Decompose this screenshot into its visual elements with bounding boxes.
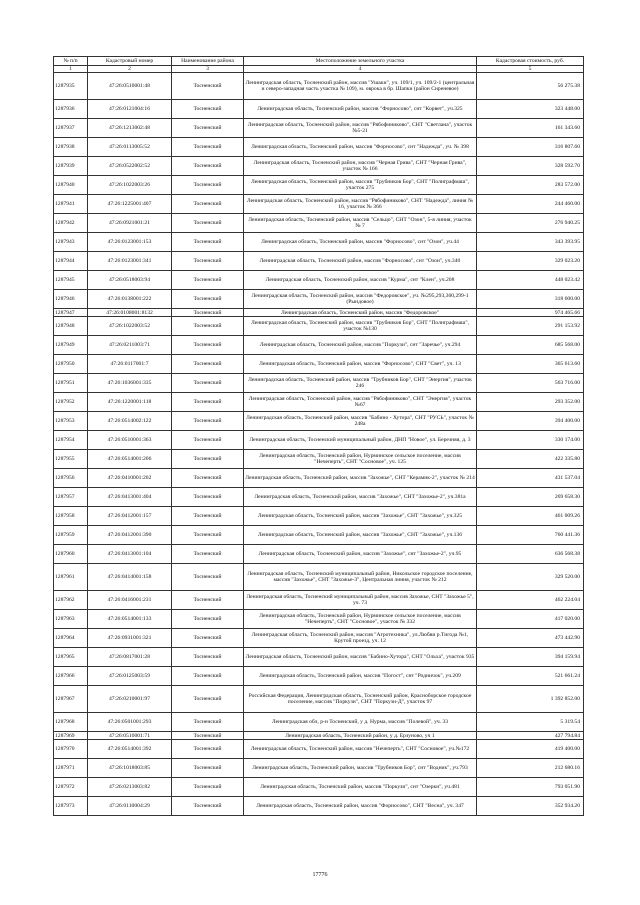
cadastral-cost: 161 343.60 — [477, 119, 584, 138]
cadastral-cost: 417 020.00 — [477, 610, 584, 629]
land-location: Ленинградская область, Тосненский район, массив "Рябофиниково", СНТ "Светлана", участок №5-21 — [244, 119, 477, 138]
land-location: Ленинградская область, Тосненский район, массив "Агротехника", ул.Любви р.Тигода №1, Крутой проезд, уч. 12 — [244, 629, 477, 648]
cadastral-number: 47:26:0413001:104 — [88, 545, 172, 564]
row-number: 1287969 — [54, 732, 88, 740]
cadastral-number: 47:26:0125003:59 — [88, 667, 172, 686]
table-row — [54, 73, 584, 100]
table-row — [54, 138, 584, 157]
table-row — [54, 214, 584, 233]
row-number: 1287966 — [54, 667, 88, 686]
cadastral-cost: 283 572.00 — [477, 176, 584, 195]
row-number: 1287970 — [54, 740, 88, 759]
cadastral-number: 47:26:0514001:206 — [88, 450, 172, 469]
table-row — [54, 648, 584, 667]
district-name: Тосненский — [172, 157, 244, 176]
cadastral-number: 47:26:0117001:7 — [88, 355, 172, 374]
cadastral-cost: 760 441.36 — [477, 526, 584, 545]
header-col-number: № п/п — [54, 57, 88, 66]
cadastral-cost: 427 794.84 — [477, 732, 584, 740]
column-number-5: 5 — [477, 66, 584, 73]
land-location: Ленинградская область, Тосненский район, массив "Захожье", СНТ "Захожье", уч.136 — [244, 526, 477, 545]
land-location: Ленинградская область, Тосненский район, массив "Погост", снт "Родничок", уч.209 — [244, 667, 477, 686]
table-row — [54, 713, 584, 732]
cadastral-cost: 422 335.80 — [477, 450, 584, 469]
cadastral-cost: 793 051.90 — [477, 778, 584, 797]
cadastral-number: 47:26:0921001:21 — [88, 214, 172, 233]
row-number: 1287947 — [54, 309, 88, 317]
cadastral-cost: 365 613.60 — [477, 355, 584, 374]
table-row — [54, 591, 584, 610]
row-number: 1287957 — [54, 488, 88, 507]
row-number: 1287954 — [54, 431, 88, 450]
district-name: Тосненский — [172, 138, 244, 157]
cadastral-number: 47:26:0412001:390 — [88, 526, 172, 545]
header-col-location: Местоположение земельного участка — [244, 57, 477, 66]
land-location: Ленинградская область, Тосненский район, массив "Рябофиниково", СНТ "Энергия", участок №67 — [244, 393, 477, 412]
land-location: Ленинградская область, Тосненский район, массив "Форносово", снт "Озон", уч.44 — [244, 233, 477, 252]
row-number: 1287945 — [54, 271, 88, 290]
table-row — [54, 667, 584, 686]
table-row — [54, 507, 584, 526]
row-number: 1287958 — [54, 507, 88, 526]
table-row — [54, 732, 584, 740]
cadastral-cost: 293 352.00 — [477, 393, 584, 412]
land-location: Ленинградская область, Тосненский муниципальный район, ДНП "Новое", ул. Березняя, д. 3 — [244, 431, 477, 450]
table-row — [54, 545, 584, 564]
district-name: Тосненский — [172, 374, 244, 393]
district-name: Тосненский — [172, 290, 244, 309]
cadastral-cost: 318 600.00 — [477, 290, 584, 309]
district-name: Тосненский — [172, 591, 244, 610]
land-location: Ленинградская область, Тосненский район, Нурминское сельское поселение, массив "Нечеперть", СНТ "Сосновое", уч. 125 — [244, 450, 477, 469]
row-number: 1287950 — [54, 355, 88, 374]
land-location: Ленинградская область, Тосненский район, массив "Захожье", СНТ "Керамик-2", участок № 214 — [244, 469, 477, 488]
land-location: Ленинградская область, Тосненский район, массив "Нечеперть", СНТ "Сосновое", уч.№172 — [244, 740, 477, 759]
district-name: Тосненский — [172, 119, 244, 138]
cadastral-cost: 316 807.60 — [477, 138, 584, 157]
cadastral-number: 47:26:1220001:118 — [88, 393, 172, 412]
cadastral-cost: 636 568.38 — [477, 545, 584, 564]
district-name: Тосненский — [172, 564, 244, 591]
table-row — [54, 100, 584, 119]
column-numbers-row — [54, 66, 584, 73]
row-number: 1287940 — [54, 176, 88, 195]
cadastral-number: 47:26:0518003:94 — [88, 271, 172, 290]
cadastral-number: 47:26:0510001:363 — [88, 431, 172, 450]
row-number: 1287972 — [54, 778, 88, 797]
cadastral-number: 47:26:0414001:158 — [88, 564, 172, 591]
row-number: 1287943 — [54, 233, 88, 252]
cadastral-number: 47:26:0110004:29 — [88, 797, 172, 816]
cadastral-number: 47:26:0113005:52 — [88, 138, 172, 157]
cadastral-cost: 323 448.00 — [477, 100, 584, 119]
cadastral-cost: 5 319.54 — [477, 713, 584, 732]
cadastral-number: 47:26:0412001:157 — [88, 507, 172, 526]
table-row — [54, 393, 584, 412]
district-name: Тосненский — [172, 431, 244, 450]
table-row — [54, 629, 584, 648]
land-location: Ленинградская область, Тосненский район, массив "Рябофиниково", СНТ "Надежда", линия № 16, участок № 366 — [244, 195, 477, 214]
table-row — [54, 119, 584, 138]
cadastral-table-sheet — [53, 56, 583, 816]
row-number: 1287973 — [54, 797, 88, 816]
district-name: Тосненский — [172, 610, 244, 629]
land-location: Российская Федерация, Ленинградская область, Тосненский район, Красноборское городское поселение, массив "Поркузи", СНТ "Поркузи-Д", участок 97 — [244, 686, 477, 713]
row-number: 1287942 — [54, 214, 88, 233]
table-row — [54, 564, 584, 591]
cadastral-number: 47:26:0413001:404 — [88, 488, 172, 507]
row-number: 1287962 — [54, 591, 88, 610]
land-location: Ленинградская область, Тосненский район, массив "Федоровское", уч. №295,293,300,299-1 (Рындовое) — [244, 290, 477, 309]
cadastral-number: 47:26:0514002:122 — [88, 412, 172, 431]
land-location: Ленинградская область, Тосненский район, массив "Федоровское" — [244, 309, 477, 317]
cadastral-number: 47:26:1022003:26 — [88, 176, 172, 195]
row-number: 1287960 — [54, 545, 88, 564]
district-name: Тосненский — [172, 648, 244, 667]
row-number: 1287965 — [54, 648, 88, 667]
table-row — [54, 412, 584, 431]
district-name: Тосненский — [172, 740, 244, 759]
cadastral-number: 47:26:0510001:71 — [88, 732, 172, 740]
row-number: 1287935 — [54, 73, 88, 100]
table-row — [54, 157, 584, 176]
cadastral-number: 47:26:0123001:341 — [88, 252, 172, 271]
cadastral-number: 47:26:1036001:335 — [88, 374, 172, 393]
land-location: Ленинградская область, Тосненский район, массив "Форносово", снт "Надежда", уч. № 398 — [244, 138, 477, 157]
row-number: 1287968 — [54, 713, 88, 732]
land-location: Ленинградская область, Тосненский муниципальный район, массив Захожье, СНТ "Захожье 5", уч. 73 — [244, 591, 477, 610]
cadastral-number: 47:26:0501001:293 — [88, 713, 172, 732]
cadastral-number: 47:26:0211003:71 — [88, 336, 172, 355]
table-row — [54, 740, 584, 759]
district-name: Тосненский — [172, 336, 244, 355]
land-location: Ленинградская область, Тосненский район, массив "Курма", снт "Клен", уч.208 — [244, 271, 477, 290]
district-name: Тосненский — [172, 412, 244, 431]
table-row — [54, 610, 584, 629]
header-col-cadastral-number: Кадастровый номер — [88, 57, 172, 66]
district-name: Тосненский — [172, 732, 244, 740]
cadastral-number: 47:26:0510001:48 — [88, 73, 172, 100]
land-location: Ленинградская область, Тосненский район, массив "Захожье", снт "Захожье-2", уч.95 — [244, 545, 477, 564]
district-name: Тосненский — [172, 195, 244, 214]
header-row — [54, 57, 584, 66]
district-name: Тосненский — [172, 271, 244, 290]
row-number: 1287948 — [54, 317, 88, 336]
row-number: 1287946 — [54, 290, 88, 309]
cadastral-cost: 56 275.38 — [477, 73, 584, 100]
cadastral-number: 47:26:0210001:97 — [88, 686, 172, 713]
cadastral-number: 47:26:0410001:202 — [88, 469, 172, 488]
table-row — [54, 686, 584, 713]
land-location: Ленинградская область, Тосненский район, массив "Бабино-Хутора", СНТ "Ольха", участок 935 — [244, 648, 477, 667]
row-number: 1287936 — [54, 100, 88, 119]
district-name: Тосненский — [172, 469, 244, 488]
cadastral-number: 47:26:0514001:392 — [88, 740, 172, 759]
cadastral-number: 47:26:0817001:28 — [88, 648, 172, 667]
row-number: 1287964 — [54, 629, 88, 648]
land-location: Ленинградская область, Тосненский район, у д. Ерзуново, уч 1 — [244, 732, 477, 740]
district-name: Тосненский — [172, 317, 244, 336]
district-name: Тосненский — [172, 252, 244, 271]
district-name: Тосненский — [172, 355, 244, 374]
cadastral-cost: 431 537.04 — [477, 469, 584, 488]
table-row — [54, 355, 584, 374]
row-number: 1287955 — [54, 450, 88, 469]
row-number: 1287938 — [54, 138, 88, 157]
land-location: Ленинградская область, Тосненский район, массив "Трубников Бор", снт "Водник", уч.793 — [244, 759, 477, 778]
column-number-1: 1 — [54, 66, 88, 73]
district-name: Тосненский — [172, 214, 244, 233]
row-number: 1287961 — [54, 564, 88, 591]
table-row — [54, 233, 584, 252]
district-name: Тосненский — [172, 233, 244, 252]
cadastral-cost: 419 400.00 — [477, 740, 584, 759]
land-location: Ленинградская область, Тосненский район, массив "Трубников Бор", СНТ "Полиграфмаш", участок №130 — [244, 317, 477, 336]
district-name: Тосненский — [172, 309, 244, 317]
row-number: 1287963 — [54, 610, 88, 629]
cadastral-cost: 974 465.66 — [477, 309, 584, 317]
district-name: Тосненский — [172, 507, 244, 526]
cadastral-cost: 473 442.90 — [477, 629, 584, 648]
row-number: 1287951 — [54, 374, 88, 393]
district-name: Тосненский — [172, 100, 244, 119]
table-row — [54, 317, 584, 336]
cadastral-value-table — [53, 56, 584, 816]
district-name: Тосненский — [172, 629, 244, 648]
land-location: Ленинградская область, Тосненский район, массив "Поркузи", снт "Озерки", уч.481 — [244, 778, 477, 797]
land-location: Ленинградская область, Тосненский район, массив "Бабино - Хутора", СНТ "РУСЬ", участок № 248а — [244, 412, 477, 431]
cadastral-cost: 685 568.00 — [477, 336, 584, 355]
district-name: Тосненский — [172, 450, 244, 469]
cadastral-cost: 352 934.20 — [477, 797, 584, 816]
row-number: 1287967 — [54, 686, 88, 713]
cadastral-cost: 276 940.25 — [477, 214, 584, 233]
header-col-cost: Кадастровая стоимость, руб. — [477, 57, 584, 66]
land-location: Ленинградская область, Тосненский район, массив "Захожье", СНТ "Захожье-2", уч.381а — [244, 488, 477, 507]
land-location: Ленинградская область, Тосненский муниципальный район, Никольское городское поселение, массив "Захожье", СНТ "Захожье-3", Центральная линия, участок № 212 — [244, 564, 477, 591]
district-name: Тосненский — [172, 73, 244, 100]
table-row — [54, 195, 584, 214]
district-name: Тосненский — [172, 667, 244, 686]
district-name: Тосненский — [172, 393, 244, 412]
table-row — [54, 176, 584, 195]
district-name: Тосненский — [172, 545, 244, 564]
table-row — [54, 488, 584, 507]
column-number-4: 4 — [244, 66, 477, 73]
row-number: 1287949 — [54, 336, 88, 355]
cadastral-cost: 291 153.92 — [477, 317, 584, 336]
cadastral-cost: 343 393.95 — [477, 233, 584, 252]
table-body — [54, 73, 584, 816]
district-name: Тосненский — [172, 488, 244, 507]
cadastral-number: 47:26:0108001:8132 — [88, 309, 172, 317]
cadastral-number: 47:26:0121004:16 — [88, 100, 172, 119]
cadastral-number: 47:26:1225001:407 — [88, 195, 172, 214]
row-number: 1287937 — [54, 119, 88, 138]
district-name: Тосненский — [172, 759, 244, 778]
land-location: Ленинградская область, Тосненский район, массив "Захожье", СНТ "Захожье", уч.325 — [244, 507, 477, 526]
table-row — [54, 526, 584, 545]
cadastral-cost: 329 023.20 — [477, 252, 584, 271]
cadastral-number: 47:26:0213003:82 — [88, 778, 172, 797]
table-row — [54, 759, 584, 778]
table-row — [54, 336, 584, 355]
land-location: Ленинградская область, Тосненский район, массив "Форносово", СНТ "Весна", уч. 347 — [244, 797, 477, 816]
page-number: 17776 — [312, 872, 328, 878]
district-name: Тосненский — [172, 686, 244, 713]
cadastral-cost: 330 174.00 — [477, 431, 584, 450]
table-row — [54, 374, 584, 393]
cadastral-number: 47:26:0514001:133 — [88, 610, 172, 629]
cadastral-cost: 394 400.00 — [477, 412, 584, 431]
cadastral-number: 47:26:0522002:52 — [88, 157, 172, 176]
cadastral-cost: 462 224.04 — [477, 591, 584, 610]
cadastral-number: 47:26:1022003:52 — [88, 317, 172, 336]
cadastral-number: 47:26:0931001:321 — [88, 629, 172, 648]
cadastral-cost: 394 159.94 — [477, 648, 584, 667]
land-location: Ленинградская область, Тосненский район, массив "Поркузи", снт "Заречье", уч.294 — [244, 336, 477, 355]
cadastral-cost: 521 661.24 — [477, 667, 584, 686]
cadastral-cost: 1 392 852.00 — [477, 686, 584, 713]
cadastral-cost: 563 716.00 — [477, 374, 584, 393]
cadastral-number: 47:26:1018003:85 — [88, 759, 172, 778]
header-col-district: Наименование района — [172, 57, 244, 66]
cadastral-number: 47:26:0416001:231 — [88, 591, 172, 610]
cadastral-cost: 212 680.16 — [477, 759, 584, 778]
row-number: 1287956 — [54, 469, 88, 488]
district-name: Тосненский — [172, 526, 244, 545]
table-row — [54, 271, 584, 290]
table-row — [54, 778, 584, 797]
land-location: Ленинградская область, Тосненский район, Нурминское сельское поселение, массив "Нечеперть", СНТ "Сосновое", участок № 332 — [244, 610, 477, 629]
row-number: 1287944 — [54, 252, 88, 271]
land-location: Ленинградская область, Тосненский район, массив "Ушаки", уч. 109/1, уч. 109/2-1 (центральная и северо-западная часть участка № 109), м. оврока в бр. Шапки (район Сиреневое) — [244, 73, 477, 100]
row-number: 1287953 — [54, 412, 88, 431]
column-number-3: 3 — [172, 66, 244, 73]
land-location: Ленинградская область, Тосненский район, массив "Форносово", снт "Озон", уч.340 — [244, 252, 477, 271]
row-number: 1287941 — [54, 195, 88, 214]
cadastral-cost: 244 460.00 — [477, 195, 584, 214]
row-number: 1287952 — [54, 393, 88, 412]
cadastral-cost: 269 658.30 — [477, 488, 584, 507]
table-row — [54, 252, 584, 271]
cadastral-cost: 448 023.42 — [477, 271, 584, 290]
table-row — [54, 431, 584, 450]
land-location: Ленинградская обл, р-н Тосненский, у д. Нурма, массив "Полевой", уч. 33 — [244, 713, 477, 732]
land-location: Ленинградская область, Тосненский район, массив "Трубников Бор", СНТ "Полиграфмаш", участок 275 — [244, 176, 477, 195]
land-location: Ленинградская область, Тосненский район, массив "Форносово", СНТ "Свет", уч. 13 — [244, 355, 477, 374]
cadastral-number: 47:26:1213002:48 — [88, 119, 172, 138]
district-name: Тосненский — [172, 176, 244, 195]
table-row — [54, 469, 584, 488]
row-number: 1287939 — [54, 157, 88, 176]
column-number-2: 2 — [88, 66, 172, 73]
land-location: Ленинградская область, Тосненский район, массив "Сельцо", СНТ "Озон", 5-я линия, участок № 7 — [244, 214, 477, 233]
table-row — [54, 309, 584, 317]
cadastral-number: 47:26:0123001:153 — [88, 233, 172, 252]
district-name: Тосненский — [172, 778, 244, 797]
table-row — [54, 290, 584, 309]
cadastral-cost: 328 592.70 — [477, 157, 584, 176]
table-row — [54, 450, 584, 469]
row-number: 1287971 — [54, 759, 88, 778]
row-number: 1287959 — [54, 526, 88, 545]
district-name: Тосненский — [172, 713, 244, 732]
cadastral-cost: 329 520.00 — [477, 564, 584, 591]
land-location: Ленинградская область, Тосненский район, массив "Форносово", снт "Корвет", уч.325 — [244, 100, 477, 119]
table-row — [54, 797, 584, 816]
land-location: Ленинградская область, Тосненский район, массив "Черная Грива", СНТ "Черная Грива", участок № 166 — [244, 157, 477, 176]
cadastral-cost: 461 009.26 — [477, 507, 584, 526]
land-location: Ленинградская область, Тосненский район, массив "Трубников Бор", СНТ "Энергия", участок 246 — [244, 374, 477, 393]
cadastral-number: 47:26:0138001:222 — [88, 290, 172, 309]
district-name: Тосненский — [172, 797, 244, 816]
